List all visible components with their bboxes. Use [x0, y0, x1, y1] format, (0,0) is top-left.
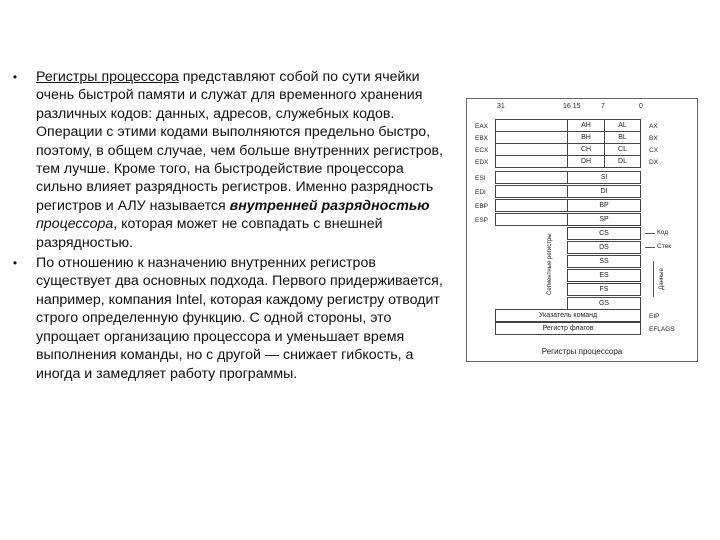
- label-data: Данные: [659, 268, 665, 290]
- cell-si: SI: [567, 171, 641, 184]
- bullet-dot: •: [12, 256, 18, 271]
- emphasis-internal-width: внутренней разрядностью: [229, 197, 430, 214]
- cell-bp: BP: [567, 199, 641, 212]
- label-cx: CX: [649, 147, 659, 154]
- paragraph-text-end: , которая может не совпадать с внешней разрядностью.: [36, 216, 383, 251]
- register-diagram: [466, 98, 698, 362]
- cell-cl: CL: [604, 143, 641, 156]
- code-pointer-line: [645, 233, 655, 234]
- diagram-caption: Регистры процессора: [541, 347, 623, 356]
- cell-ah: AH: [567, 119, 605, 132]
- tick-0: 0: [639, 103, 643, 110]
- tick-16-15: 16 15: [563, 103, 581, 110]
- stack-pointer-line: [645, 247, 655, 248]
- reg-esi: ESI: [475, 175, 486, 182]
- label-bx: BX: [649, 135, 658, 142]
- paragraph-text: представляют собой по сути ячейки очень быстрой памяти и служат для временного хранения различных кодов: данных, адресов, служебных кодов. Операции с этими кодами выполняются предельно быстро, поэтому, в общем случае, чем больше внутренних регистров, тем лучше. Кроме того, на быстродействие процессора сильно влияет разрядность регистров. Именно разрядность регистров и АЛУ называется: [36, 69, 443, 214]
- label-stack: Стек: [657, 243, 672, 250]
- cell-dh: DH: [567, 155, 605, 168]
- reg-ecx: ECX: [475, 147, 489, 154]
- reg-edi: EDI: [475, 189, 486, 196]
- reg-ebp: EBP: [475, 203, 489, 210]
- cell-ch: CH: [567, 143, 605, 156]
- reg-esp: ESP: [475, 217, 489, 224]
- cell-ss: SS: [567, 255, 641, 268]
- bullet-item-registers: [10, 68, 450, 252]
- row-eip: Указатель команд: [495, 309, 641, 322]
- cell-dl: DL: [604, 155, 641, 168]
- cell-es: ES: [567, 269, 641, 282]
- label-dx: DX: [649, 159, 659, 166]
- reg-edx: EDX: [475, 159, 489, 166]
- label-eflags: EFLAGS: [649, 326, 675, 333]
- row-eflags: Регистр флагов: [495, 322, 641, 335]
- cell-ds: DS: [567, 241, 641, 254]
- bullet-dot: •: [12, 70, 18, 84]
- segment-registers-label: Сегментные регистры: [547, 233, 553, 295]
- data-bracket: [653, 261, 654, 297]
- term-registers: Регистры процессора: [36, 69, 179, 85]
- text-block: [10, 68, 450, 385]
- cell-gs: GS: [567, 297, 641, 310]
- cell-al: AL: [604, 119, 641, 132]
- paragraph-text: По отношению к назначению внутренних регистров существует два основных подхода. Первого придерживается, например, компания Intel, которая каждому регистру отводит строго определенную функцию. С одной стороны, это упрощает организацию процессора и уменьшает время выполнения команды, но с другой — снижает гибкость, а иногда и замедляет работу программы.: [36, 255, 443, 382]
- reg-eax: EAX: [475, 123, 489, 130]
- reg-ebx: EBX: [475, 135, 489, 142]
- label-ax: AX: [649, 123, 658, 130]
- cell-cs: CS: [567, 227, 641, 240]
- label-code: Код: [657, 229, 669, 236]
- cell-sp: SP: [567, 213, 641, 226]
- cell-bh: BH: [567, 131, 605, 144]
- cell-bl: BL: [604, 131, 641, 144]
- label-eip: EIP: [649, 313, 660, 320]
- tick-7: 7: [601, 103, 605, 110]
- cell-di: DI: [567, 185, 641, 198]
- tick-31: 31: [497, 103, 505, 110]
- cell-fs: FS: [567, 283, 641, 296]
- emphasis-processor: процессора: [36, 216, 114, 233]
- bullet-item-approaches: [10, 254, 450, 383]
